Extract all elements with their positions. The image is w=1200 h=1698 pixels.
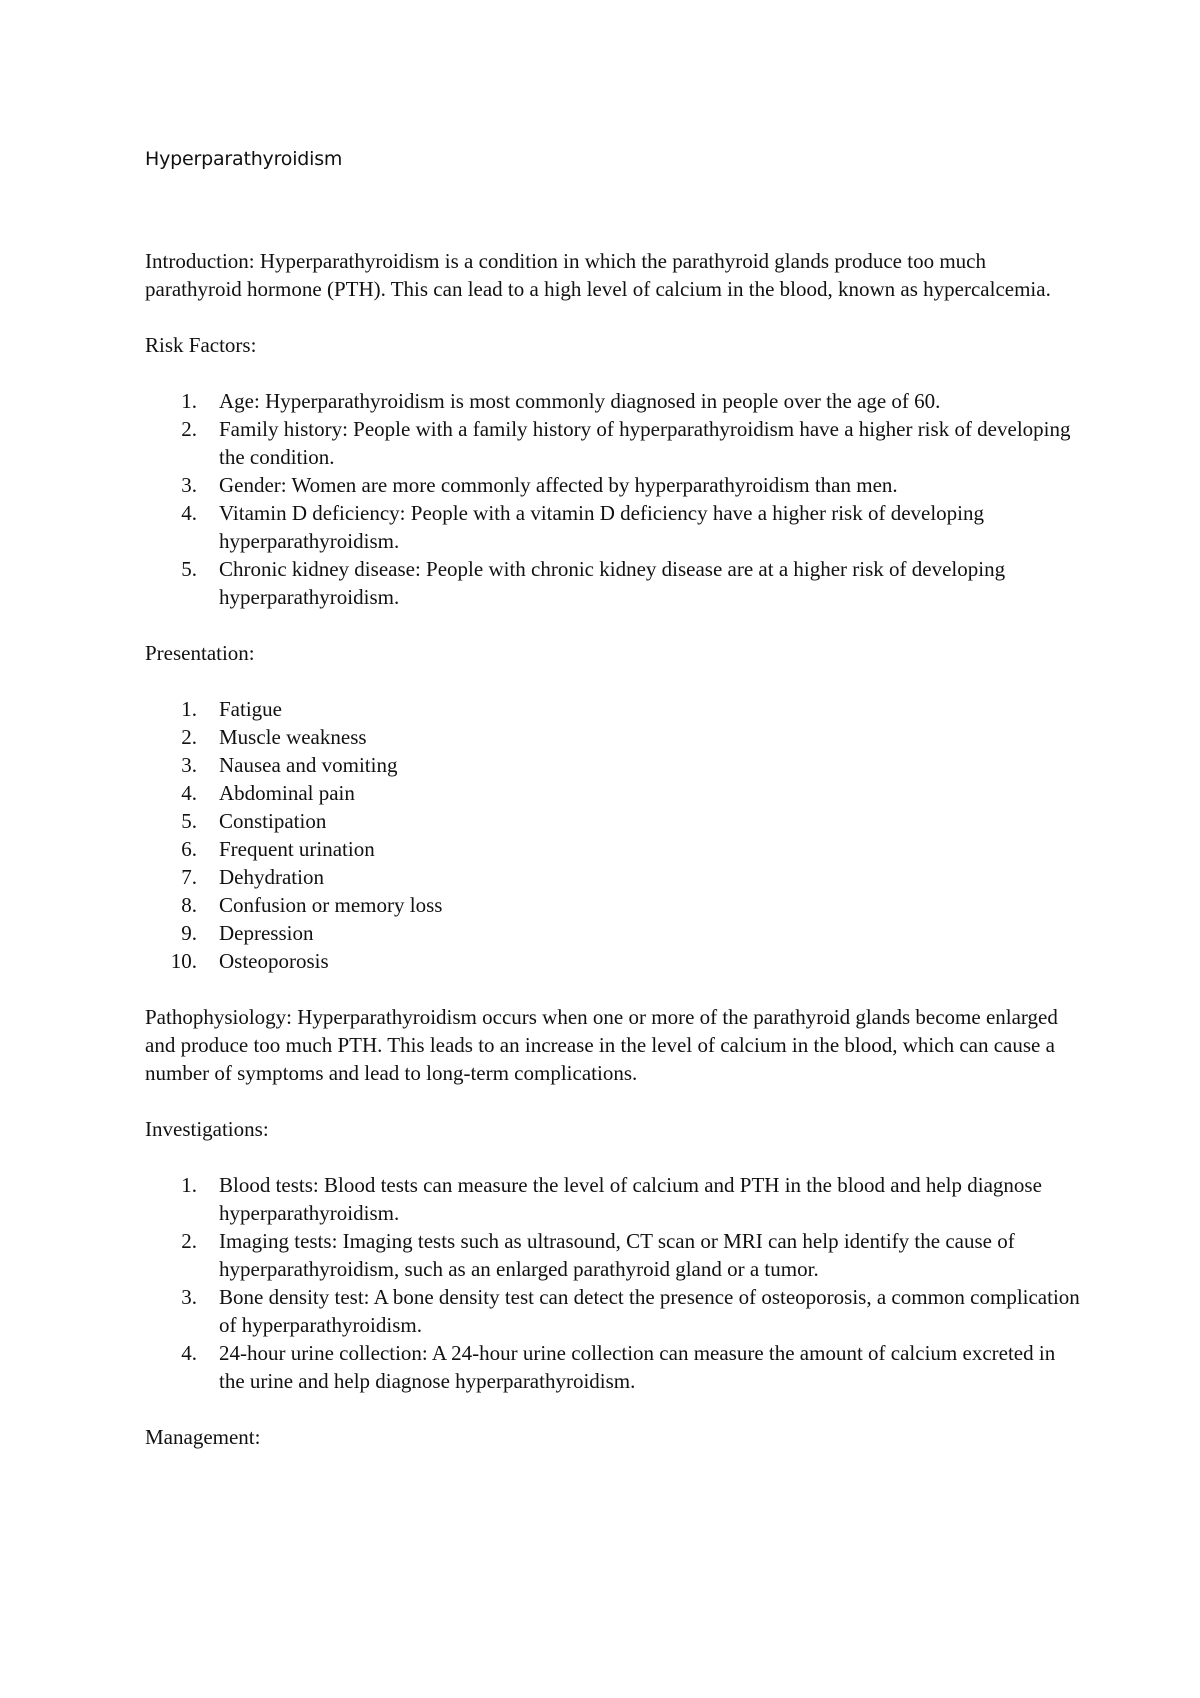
list-item-text: Osteoporosis <box>219 949 329 973</box>
list-number: 3. <box>181 473 197 497</box>
list-item-text: Fatigue <box>219 697 282 721</box>
list-item-text: Gender: Women are more commonly affected by hyperparathyroidism than men. <box>219 473 898 497</box>
investigations-list <box>145 1171 1085 1395</box>
investigations-heading: Investigations: <box>145 1117 269 1141</box>
document-body <box>145 247 1085 1479</box>
list-number: 2. <box>181 417 197 441</box>
list-item-text: Constipation <box>219 809 327 833</box>
management-heading: Management: <box>145 1425 261 1449</box>
list-item <box>145 891 1085 919</box>
list-item <box>145 835 1085 863</box>
list-item-text: Bone density test: A bone density test can detect the presence of osteoporosis, a common complication of hyperparathyroidism. <box>219 1285 1080 1337</box>
list-item-text: Muscle weakness <box>219 725 367 749</box>
list-item <box>145 751 1085 779</box>
list-item-text: Dehydration <box>219 865 324 889</box>
risk-factors-heading: Risk Factors: <box>145 333 257 357</box>
introduction-paragraph: Introduction: Hyperparathyroidism is a condition in which the parathyroid glands produce too much parathyroid hormone (PTH). This can lead to a high level of calcium in the blood, known as hypercalcemia. <box>145 249 1051 301</box>
list-item <box>145 723 1085 751</box>
list-item-text: Chronic kidney disease: People with chronic kidney disease are at a higher risk of developing hyperparathyroidism. <box>219 557 1006 609</box>
list-item <box>145 695 1085 723</box>
list-number: 4. <box>181 501 197 525</box>
list-number: 3. <box>181 753 197 777</box>
list-item-text: Blood tests: Blood tests can measure the level of calcium and PTH in the blood and help diagnose hyperparathyroidism. <box>219 1173 1042 1225</box>
list-item-text: Vitamin D deficiency: People with a vitamin D deficiency have a higher risk of developing hyperparathyroidism. <box>219 501 985 553</box>
list-item <box>145 1227 1085 1283</box>
list-item <box>145 807 1085 835</box>
list-item-text: Nausea and vomiting <box>219 753 398 777</box>
risk-factors-list <box>145 387 1085 611</box>
list-number: 3. <box>181 1285 197 1309</box>
list-item-text: Abdominal pain <box>219 781 355 805</box>
list-item-text: Depression <box>219 921 314 945</box>
list-item <box>145 863 1085 891</box>
list-item <box>145 555 1085 611</box>
list-item-text: 24-hour urine collection: A 24-hour urine collection can measure the amount of calcium excreted in the urine and help diagnose hyperparathyroidism. <box>219 1341 1056 1393</box>
list-item <box>145 1283 1085 1339</box>
list-number: 10. <box>170 949 197 973</box>
list-item-text: Imaging tests: Imaging tests such as ultrasound, CT scan or MRI can help identify the cause of hyperparathyroidism, such as an enlarged parathyroid gland or a tumor. <box>219 1229 1015 1281</box>
list-number: 1. <box>181 697 197 721</box>
list-item-text: Family history: People with a family history of hyperparathyroidism have a higher risk of developing the condition. <box>219 417 1071 469</box>
list-item <box>145 415 1085 471</box>
list-item <box>145 919 1085 947</box>
list-item <box>145 387 1085 415</box>
list-item <box>145 1339 1085 1395</box>
list-item-text: Confusion or memory loss <box>219 893 443 917</box>
list-item <box>145 947 1085 975</box>
list-number: 2. <box>181 725 197 749</box>
list-item <box>145 779 1085 807</box>
list-number: 7. <box>181 865 197 889</box>
list-item-text: Age: Hyperparathyroidism is most commonly diagnosed in people over the age of 60. <box>219 389 941 413</box>
list-number: 2. <box>181 1229 197 1253</box>
list-number: 9. <box>181 921 197 945</box>
list-number: 5. <box>181 809 197 833</box>
list-number: 1. <box>181 389 197 413</box>
list-number: 1. <box>181 1173 197 1197</box>
list-number: 8. <box>181 893 197 917</box>
pathophysiology-paragraph: Pathophysiology: Hyperparathyroidism occurs when one or more of the parathyroid glands become enlarged and produce too much PTH. This leads to an increase in the level of calcium in the blood, which can cause a number of symptoms and lead to long-term complications. <box>145 1005 1058 1085</box>
list-number: 4. <box>181 781 197 805</box>
list-number: 6. <box>181 837 197 861</box>
presentation-heading: Presentation: <box>145 641 255 665</box>
list-item <box>145 471 1085 499</box>
presentation-list <box>145 695 1085 975</box>
list-item <box>145 1171 1085 1227</box>
list-number: 4. <box>181 1341 197 1365</box>
list-number: 5. <box>181 557 197 581</box>
document-title: Hyperparathyroidism <box>145 148 343 170</box>
list-item-text: Frequent urination <box>219 837 375 861</box>
list-item <box>145 499 1085 555</box>
